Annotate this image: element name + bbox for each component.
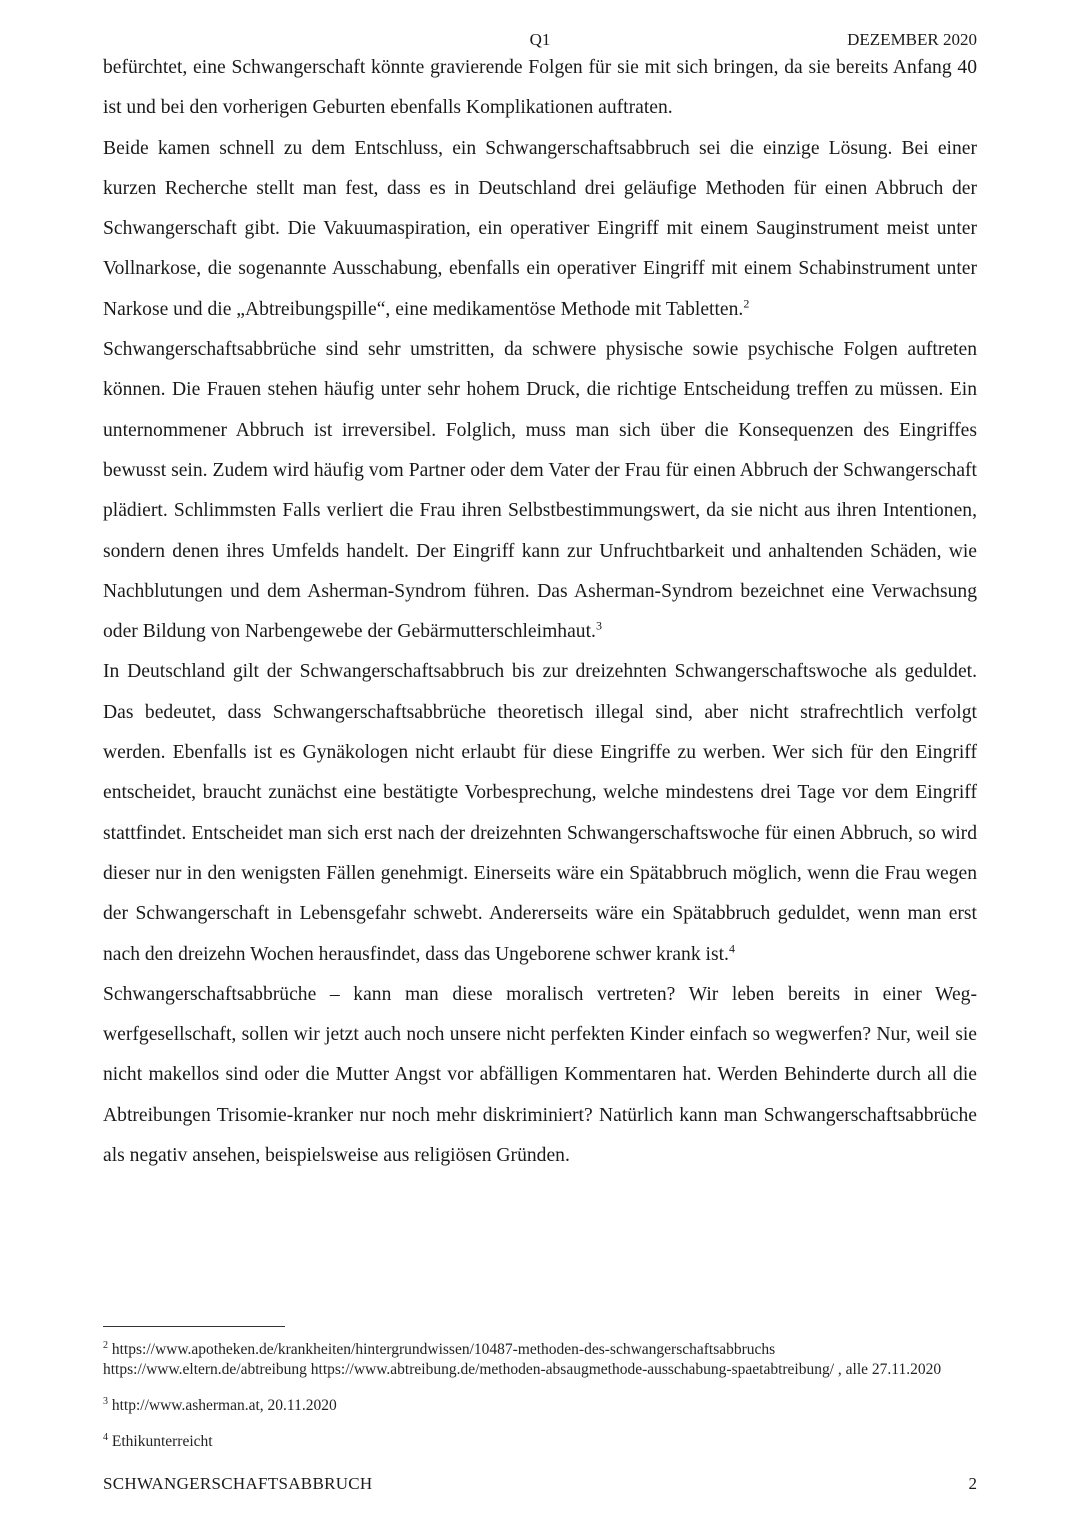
footnote-text[interactable]: http://www.asherman.at, 20.11.2020 — [111, 1397, 337, 1414]
paragraph — [103, 652, 977, 974]
paragraph — [103, 975, 977, 1176]
footnote-number: 3 — [103, 1395, 108, 1407]
footnotes — [103, 1340, 977, 1452]
page-footer — [103, 1474, 977, 1498]
footnote-ref[interactable]: 4 — [728, 941, 735, 955]
footnote-ref[interactable]: 2 — [743, 296, 750, 311]
paragraph-text: Schwangerschaftsabbrüche – kann man diese moralisch vertreten? Wir leben bereits in einer Wegwerfgesellschaft, sollen wir jetzt auch noch unsere nicht perfekten Kinder einfach so wegwerfen? Nur, weil sie nicht makellos sind oder die Mutter Angst vor abfälligen Kommentaren hat. Werden Behinderte durch all die Abtreibungen Trisomie-kranker nur noch mehr diskriminiert? Natürlich kann man Schwangerschaftsabbrüche als negativ ansehen, beispielsweise aus religiösen Gründen. — [103, 983, 977, 1167]
header-course: Q1 — [529, 30, 551, 49]
paragraph-text: befürchtet, eine Schwangerschaft könnte gravierende Folgen für sie mit sich bringen, da sie bereits Anfang 40 ist und bei den vorherigen Geburten ebenfalls Komplikationen auftraten. — [103, 57, 977, 119]
paragraph — [103, 129, 977, 330]
footnote — [103, 1396, 977, 1416]
footnote-number: 4 — [103, 1431, 108, 1443]
footnote-text[interactable]: https://www.apotheken.de/krankheiten/hintergrundwissen/10487-methoden-des-schwangerschaftsabbruchs https://www.eltern.de/abtreibung https://www.abtreibung.de/methoden-absaugmethode-ausschabung-spaetabtreibung/ , alle 27.11.2020 — [103, 1341, 942, 1378]
paragraph-text: In Deutschland gilt der Schwangerschaftsabbruch bis zur dreizehnten Schwangerschaftswoche als geduldet. Das bedeutet, dass Schwangerschaftsabbrüche theoretisch illegal sind, aber nicht strafrechtlich verfolgt werden. Ebenfalls ist es Gynäkologen nicht erlaubt für diese Eingriffe zu werben. Wer sich für den Eingriff entscheidet, braucht zunächst eine bestätigte Vorbesprechung, welche mindestens drei Tage vor dem Eingriff stattfindet. Entscheidet man sich erst nach der dreizehnten Schwangerschaftswoche für einen Abbruch, so wird dieser nur in den wenigsten Fällen genehmigt. Einerseits wäre ein Spätabbruch möglich, wenn die Frau wegen der Schwangerschaft in Lebensgefahr schwebt. Andererseits wäre ein Spätabbruch geduldet, wenn man erst nach den dreizehn Wochen herausfindet, dass das Ungeborene schwer krank ist. — [103, 661, 977, 965]
page-number: 2 — [968, 1474, 977, 1493]
footnote-divider — [103, 1326, 285, 1327]
footer-title: SCHWANGERSCHAFTSABBRUCH — [103, 1474, 373, 1493]
header-date: DEZEMBER 2020 — [847, 30, 977, 49]
footnote — [103, 1432, 977, 1452]
paragraph — [103, 48, 977, 129]
footnote-ref[interactable]: 3 — [595, 618, 602, 633]
paragraph — [103, 330, 977, 652]
footnote-number: 2 — [103, 1339, 108, 1351]
footnote-text: Ethikunterreicht — [111, 1433, 213, 1450]
main-text — [103, 48, 977, 1176]
footnote — [103, 1340, 977, 1380]
paragraph-text: Beide kamen schnell zu dem Entschluss, ein Schwangerschaftsabbruch sei die einzige Lösung. Bei einer kurzen Recherche stellt man fest, dass es in Deutschland drei geläufige Methoden für einen Abbruch der Schwangerschaft gibt. Die Vakuumaspiration, ein operativer Eingriff mit einem Sauginstrument meist unter Vollnarkose, die sogenannte Ausschabung, ebenfalls ein operativer Eingriff mit einem Schabinstrument unter Narkose und die „Abtreibungspille“, eine medikamentöse Methode mit Tabletten. — [103, 137, 977, 320]
paragraph-text: Schwangerschaftsabbrüche sind sehr umstritten, da schwere physische sowie psychische Folgen auftreten können. Die Frauen stehen häufig unter sehr hohem Druck, die richtige Entscheidung treffen zu müssen. Ein unternommener Abbruch ist irreversibel. Folglich, muss man sich über die Konsequenzen des Eingriffes bewusst sein. Zudem wird häufig vom Partner oder dem Vater der Frau für einen Abbruch der Schwangerschaft plädiert. Schlimmsten Falls verliert die Frau ihren Selbstbestimmungswert, da sie nicht aus ihren Intentionen, sondern denen ihres Umfelds handelt. Der Eingriff kann zur Unfruchtbarkeit und anhaltenden Schäden, wie Nachblutungen und dem Asherman-Syndrom führen. Das Asherman-Syndrom bezeichnet eine Verwachsung oder Bildung von Narbengewebe der Gebärmutterschleimhaut. — [103, 339, 977, 643]
